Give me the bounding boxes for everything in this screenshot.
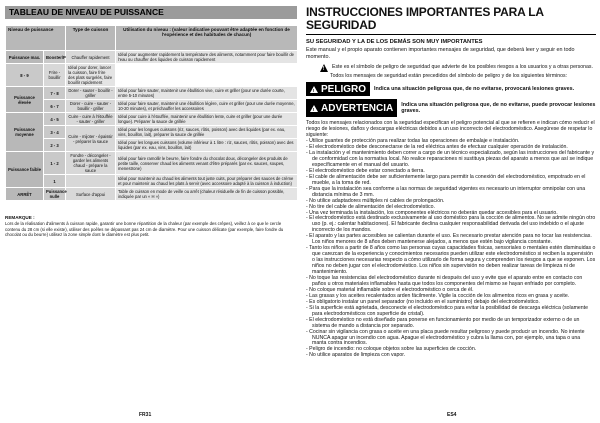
list-item: - No utilice aparatos de limpieza con vapor. [306, 353, 596, 359]
header-usage: Utilisation du niveau : (valeur indicative pouvant être adaptée en fonction de l'expérience et des habitudes de chacun) [116, 26, 298, 51]
peligro-description: Indica una situación peligrosa que, de no evitarse, provocará lesiones graves. [374, 86, 575, 92]
power-level-cell: 2 - 3 [44, 139, 66, 152]
power-level-cell: 7 - 8 [44, 87, 66, 100]
usage-cell: Idéal pour faire sauter, maintenir une ébullition légère, cuire et griller (pour une durée moyenne, 10-20 minutes), et préchauffer les accessoires [116, 100, 298, 113]
advertencia-badge [306, 99, 397, 117]
usage-cell: Idéal pour maintenir au chaud les aliments tout juste cuits, pour préparer des sauces de crème et pour maintenir au chaud les plats à servir (avec accessoire adapté à la cuisson à induction) [116, 175, 298, 188]
cooking-type-cell [66, 175, 116, 188]
notes-block [5, 215, 297, 237]
safety-list [306, 139, 596, 359]
power-category-cell: Puissance élevée [6, 87, 44, 113]
list-item: - Es obligatorio instalar un panel separador (no incluido en el suministro) debajo del electrodoméstico. [306, 300, 596, 306]
list-item: - Utilice guantes de protección para realizar todas las operaciones de embalaje e instalación. [306, 139, 596, 145]
power-level-cell: 8 - 9 [6, 64, 44, 87]
left-page [5, 6, 297, 237]
safety-intro: Este manual y el propio aparato contienen importantes mensajes de seguridad, que deberá leer y seguir en todo momento. [306, 47, 575, 60]
list-item: - Si la superficie está agrietada, desconecte el electrodoméstico para evitar la posibilidad de descarga eléctrica (solamente para electrodomésticos con superficie de cristal). [306, 306, 596, 318]
power-category-cell: Puissance max. [6, 51, 44, 64]
list-item: - El cable de alimentación debe ser suficientemente largo para permitir la conexión del electrodoméstico, empotrado en el mueble, a la toma de red. [306, 175, 596, 187]
power-level-cell: 1 - 2 [44, 152, 66, 175]
cooking-type-cell: Frire - bouillir [44, 64, 66, 87]
power-level-cell: Booster/P [44, 51, 66, 64]
warning-symbol-row [320, 64, 596, 72]
list-item: - No utilice adaptadores múltiples ni cables de prolongación. [306, 199, 596, 205]
cooking-type-cell: Cuire - mijoter - épaissir - préparer la sauce [66, 126, 116, 152]
list-item: - El electrodoméstico está destinado exclusivamente al uso doméstico para la cocción de alimentos. No se admite ningún otro uso (p. ej.: calentar habitaciones). El fabricante declina cualquier responsabilidad derivada del uso indebido o el ajuste incorrecto de los mandos. [306, 216, 596, 234]
list-item: - El electrodoméstico debe desconectarse de la red eléctrica antes de efectuar cualquier operación de instalación. [306, 145, 596, 151]
table-row [6, 87, 298, 100]
peligro-row [306, 82, 596, 96]
usage-cell: Idéal pour dorer, lancer la cuisson, faire frire des plats surgelés, faire bouillir rapidement [66, 64, 116, 87]
list-item: - Tanto los niños a partir de 8 años como las personas cuyas capacidades físicas, sensoriales o mentales estén disminuidas o que carezcan de la experiencia y conocimientos necesarios pueden utilizar este electrodoméstico si reciben la supervisión o las instrucciones necesarias respecto a cómo utilizarlo de forma segura y comprenden los riesgos a que se exponen. Los niños no deben jugar con el electrodoméstico. Los niños sin supervisión no deben realizar tareas de limpieza ni de mantenimiento. [306, 246, 596, 276]
power-table-title: TABLEAU DE NIVEAU DE PUISSANCE [5, 6, 297, 19]
usage-cell: Idéal pour augmenter rapidement la température des aliments, notamment pour faire bouillir de l'eau ou chauffer des liquides de cuisson rapidement [116, 51, 298, 64]
peligro-badge [306, 82, 370, 96]
notes-text: Lors de la réalisation d'aliments à cuisson rapide, garantir une bonne répartition de la chaleur (par exemple des crêpes), veillez à ce que le cercle contenu du 28 cm (si elle existe), utiliser des poêles ne dépassant pas 24 cm de diamètre. Pour une cuisson délicate (par exemple, faire fondre du chocolat ou du beurre) utilisez la zone simple dont le diamètre est plus petit. [5, 221, 284, 237]
safety-title: INSTRUCCIONES IMPORTANTES PARA LA SEGURIDAD [306, 5, 544, 32]
list-item: - La instalación y el mantenimiento deben correr a cargo de un técnico especializado, según las instrucciones del fabricante y de conformidad con la normativa local. No realice reparaciones ni sustituya piezas del aparato a menos que así se indique específicamente en el manual del usuario. [306, 151, 596, 169]
notes-heading: REMARQUE : [5, 215, 35, 220]
header-cooking-type: Type de cuisson [66, 26, 116, 51]
safety-body: Todos los mensajes relacionados con la seguridad especifican el peligro potencial al que se refieren e indican cómo reducir el riesgo de lesiones, daños y descargas eléctricas debidos a un uso incorrecto del electrodoméstico. Asegúrese de respetar lo siguiente: [306, 120, 595, 139]
peligro-label: PELIGRO [321, 83, 367, 95]
table-row [6, 139, 298, 152]
danger-triangle-icon [310, 86, 318, 93]
list-item: - No coloque material inflamable sobre el electrodoméstico o cerca de él. [306, 288, 596, 294]
cooking-type-cell: Dorer - cuire - sauter - bouillir - griller [66, 100, 116, 113]
power-level-table [5, 25, 298, 201]
list-item: - El electrodoméstico debe estar conectado a tierra. [306, 169, 596, 175]
advertencia-triangle-icon [310, 105, 318, 112]
title-divider [306, 34, 596, 35]
power-category-cell: Puissance faible [6, 152, 44, 188]
power-level-cell: 6 - 7 [44, 100, 66, 113]
right-page [306, 6, 596, 359]
usage-cell: Idéal pour faire ramollir le beurre, faire fondre du chocolat doux, décongeler des produits de petite taille, conserver chaud les aliments venant d'être préparés (par ex. sauces, soupes, menestrone) [116, 152, 298, 175]
list-item: - Cocinar sin vigilancia con grasa o aceite en una placa puede resultar peligroso y puede producir un incendio. No intente NUNCA apagar un incendio con agua. Apague el electrodoméstico y cubra la llama con, por ejemplo, una tapa o una manta contra incendios. [306, 330, 596, 348]
table-row [6, 175, 298, 188]
usage-cell: Idéal pour les longues cuissons (riz, sauces, rôtis, poisson) avec des liquides (par ex. eau, vins, bouillon, lait), préparer la sauce de grillée [116, 126, 298, 139]
cooking-type-cell: Chauffer rapidement [66, 51, 116, 64]
usage-cell: Idéal pour faire sauter, maintenir une ébullition vive, cuire et griller (pour une durée courte, entre 5-10 minutes) [116, 87, 298, 100]
advertencia-row [306, 99, 596, 117]
warning-triangle-icon [320, 64, 328, 72]
table-row [6, 64, 298, 87]
list-item: - El electrodoméstico no está diseñado para ponerse en funcionamiento por medio de un temporizador externo o de un sistema de mando a distancia por separado. [306, 318, 596, 330]
list-item: - El aparato y las partes accesibles se calientan durante el uso. Es necesario prestar atención para no tocar las resistencias. Los niños menores de 8 años deben mantenerse alejados, a menos que estén bajo vigilancia constante. [306, 234, 596, 246]
power-category-cell: Puissance moyenne [6, 113, 44, 152]
power-level-cell: 4 - 5 [44, 113, 66, 126]
safety-subtitle: SU SEGURIDAD Y LA DE LOS DEMÁS SON MUY IMPORTANTES [306, 39, 483, 45]
cooking-type-cell: Fondre - décongeler - garder les aliments chaud - prépare la sauce [66, 152, 116, 175]
usage-cell: Idéal pour les longues cuissons (volume inférieur à 1 litre : riz, sauces, rôtis, poisson) avec des liquides (par ex. eau, vins, bouillon, lait) [116, 139, 298, 152]
table-row [6, 188, 298, 201]
usage-cell: Table de cuisson en mode de veille ou arrêt (chaleur résiduelle de fin de cuisson possible, indiquée par un « H ») [116, 188, 298, 201]
list-item: - Peligro de incendio: no coloque objetos sobre las superficies de cocción. [306, 347, 596, 353]
cooking-type-cell: Surface d'appui [66, 188, 116, 201]
table-header-row [6, 26, 298, 51]
usage-cell: Idéal pour cuire à l'étouffée, maintenir une ébullition lente, cuire et griller (pour une durée longue). Préparer la sauce de grillée [116, 113, 298, 126]
cooking-type-cell: Cuire - cuire à l'étouffée - sauter - griller [66, 113, 116, 126]
cooking-type-cell: Dorer - sauter - bouillir - griller [66, 87, 116, 100]
table-row [6, 51, 298, 64]
symbol-note: Todos los mensajes de seguridad están precedidos del símbolo de peligro y de los siguientes términos: [330, 73, 568, 79]
page-footer-right: ES4 [447, 412, 457, 418]
table-row [6, 152, 298, 175]
power-level-cell: 1 [44, 175, 66, 188]
power-level-cell: Puissance nulle [44, 188, 66, 201]
table-row [6, 126, 298, 139]
list-item: - Para que la instalación sea conforme a las normas de seguridad vigentes es necesario un interruptor omnipolar con una distancia mínima de 3 mm. [306, 187, 596, 199]
list-item: - Una vez terminada la instalación, los componentes eléctricos no deberán quedar accesibles para el usuario. [306, 211, 596, 217]
table-row [6, 100, 298, 113]
header-power-level: Niveau de puissance [6, 26, 66, 51]
power-category-cell: ARRÊT [6, 188, 44, 201]
list-item: - No tire del cable de alimentación del electrodoméstico. [306, 205, 596, 211]
power-level-cell: 3 - 4 [44, 126, 66, 139]
list-item: - No toque las resistencias del electrodoméstico durante ni después del uso y evite que el aparato entre en contacto con paños u otros materiales inflamables hasta que todos los componentes del mismo se hayan enfriado por completo. [306, 276, 596, 288]
warning-symbol-text: Este es el símbolo de peligro de seguridad que advierte de los posibles riesgos a los usuarios y a otras personas. [332, 64, 593, 70]
list-item: - Las grasas y los aceites recalentados arden fácilmente. Vigile la cocción de los alimentos ricos en grasa y aceite. [306, 294, 596, 300]
advertencia-description: Indica una situación peligrosa que, de no evitarse, puede provocar lesiones graves. [401, 101, 596, 115]
page-footer-left: FR31 [139, 412, 152, 418]
table-row [6, 113, 298, 126]
advertencia-label: ADVERTENCIA [321, 102, 394, 114]
